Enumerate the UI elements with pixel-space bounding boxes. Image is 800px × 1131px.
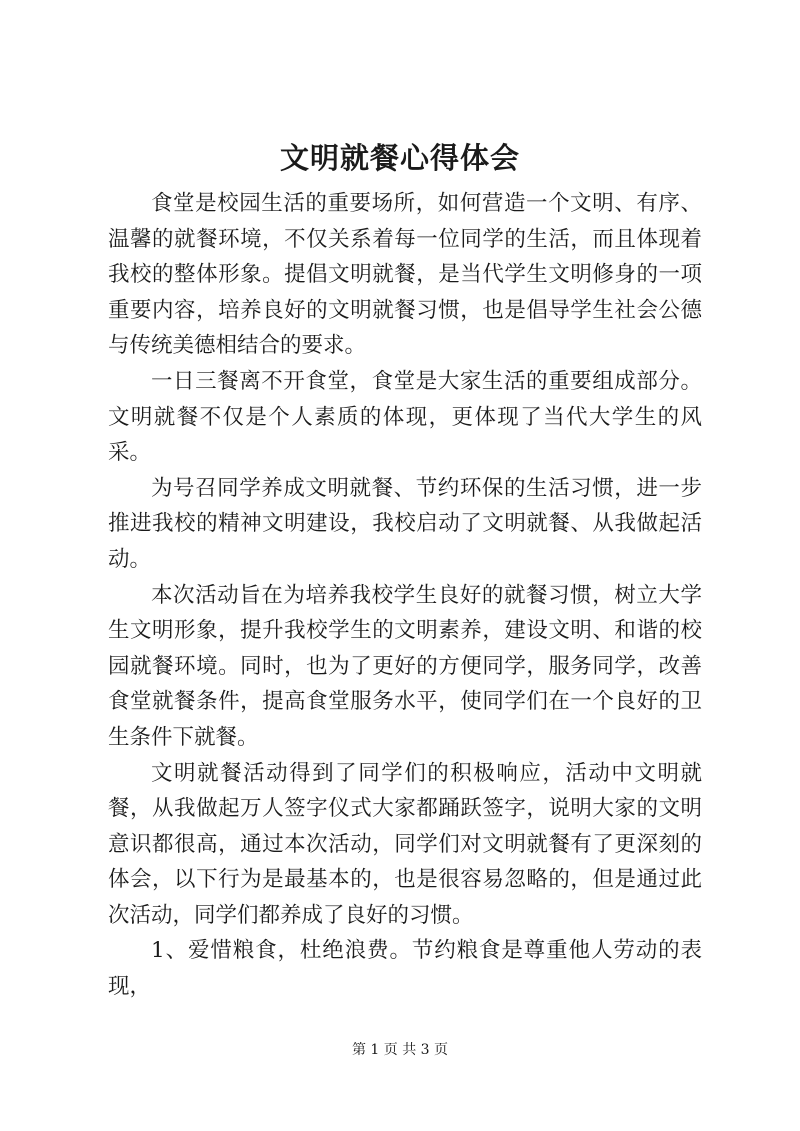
paragraph: 文明就餐活动得到了同学们的积极响应，活动中文明就餐，从我做起万人签字仪式大家都踊跃签字，说明大家的文明意识都很高，通过本次活动，同学们对文明就餐有了更深刻的体会，以下行为是最基本的，也是很容易忽略的，但是通过此次活动，同学们都养成了良好的习惯。 — [108, 760, 702, 928]
paragraph: 本次活动旨在为培养我校学生良好的就餐习惯，树立大学生文明形象，提升我校学生的文明素养，建设文明、和谐的校园就餐环境。同时，也为了更好的方便同学，服务同学，改善食堂就餐条件，提高食堂服务水平，使同学们在一个良好的卫生条件下就餐。 — [108, 582, 702, 750]
paragraph: 为号召同学养成文明就餐、节约环保的生活习惯，进一步推进我校的精神文明建设，我校启动了文明就餐、从我做起活动。 — [108, 475, 702, 572]
paragraph: 食堂是校园生活的重要场所，如何营造一个文明、有序、温馨的就餐环境，不仅关系着每一位同学的生活，而且体现着我校的整体形象。提倡文明就餐，是当代学生文明修身的一项重要内容，培养良好的文明就餐习惯，也是倡导学生社会公德与传统美德相结合的要求。 — [108, 191, 702, 359]
paragraph: 1、爱惜粮食，杜绝浪费。节约粮食是尊重他人劳动的表现， — [108, 938, 702, 1000]
document-body — [108, 186, 702, 1005]
document-title: 文明就餐心得体会 — [279, 141, 520, 175]
page-number-footer: 第 1 页 共 3 页 — [351, 1042, 449, 1058]
paragraph: 一日三餐离不开食堂，食堂是大家生活的重要组成部分。文明就餐不仅是个人素质的体现，更体现了当代大学生的风采。 — [108, 368, 702, 466]
